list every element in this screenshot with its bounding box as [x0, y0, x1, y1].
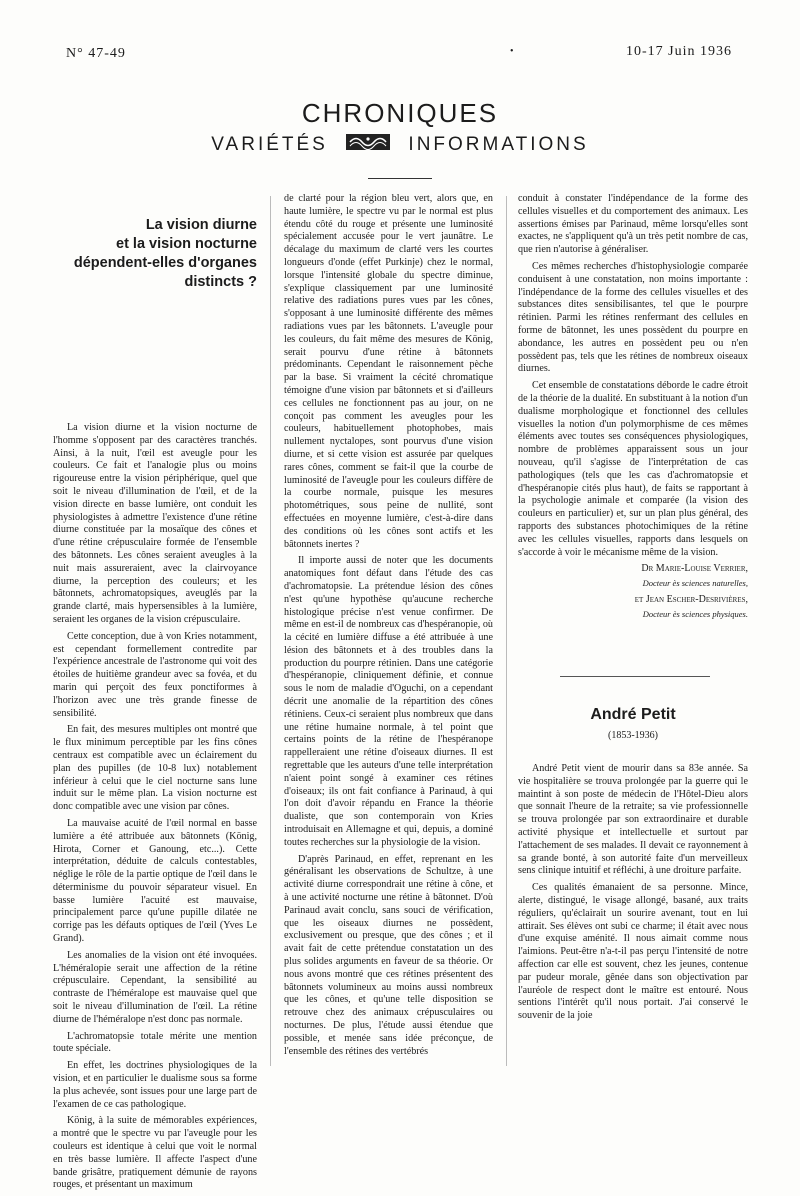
paragraph: En fait, des mesures multiples ont montré que le flux minimum perceptible par les fins cônes centraux est compatible avec un éclairement du plan des pupilles (de 10-8 lux) notablement inférieur à celui que le ciel nocturne sans lune induit sur le même plan. La vision nocturne est donc compatible avec une vision par cônes. [53, 724, 257, 813]
author-title: Docteur ès sciences naturelles, [642, 578, 748, 589]
article-title-line: dépendent-elles d'organes [73, 255, 257, 271]
decorative-ornament-icon [346, 132, 390, 158]
paragraph: Ces mêmes recherches d'histophysiologie comparée conduisent à une constatation, non moins importante : l'indépendance de la forme des cellules visuelles et des substances dites sensibilisantes, tel que le pourpre rétinien. Parmi les rétines renfermant des cellules en forme de bâtonnet, les unes possèdent du pourpre en abondance, les autres en possèdent peu ou n'en possèdent pas, tels que les rétines de nombreux oiseaux diurnes. [518, 260, 748, 375]
paragraph: L'achromatopsie totale mérite une mention toute spéciale. [53, 1030, 257, 1055]
column-rule-2 [506, 196, 507, 1066]
article-column-2 [284, 193, 493, 1062]
paragraph: Les anomalies de la vision ont été invoquées. L'héméralopie serait une affection de la rétine crépusculaire. Cependant, la sensibilité au contraste de l'héméralope est mauvaise quel que soit le niveau d'illumination de l'œil. La rétine diurne de l'héméralope n'est donc pas normale. [53, 949, 257, 1025]
article-title-line: La vision diurne [145, 217, 257, 233]
issue-date: 10-17 Juin 1936 [626, 44, 732, 59]
masthead-left-word: VARIÉTÉS [211, 134, 328, 156]
paragraph: de clarté pour la région bleu vert, alors que, en haute lumière, le spectre vu par le normal est plus étendu côté du rouge et présente une luminosité spécialement accusée pour le vert jaunâtre. Le décalage du maximum de clarté vers les courtes longueurs d'onde (effet Purkinje) chez le normal, lorsque l'intensité globale du spectre diminue, s'explique classiquement par une luminosité relative des radiations pures vues par les cônes, s'opposant à une luminosité différente des mêmes radiations vues par les bâtonnets. L'aveugle pour les couleurs, du fait même des mesures de König, serait pourvu d'une rétine à bâtonnets prédominants. Cependant le raisonnement pèche par la base. Si vraiment la cécité chromatique témoigne d'une vision par bâtonnets et si d'ailleurs ces cellules ne fonctionnent pas au jour, on ne conçoit pas comment les aveugles pour les couleurs, habituellement photophobes, mais nullement nyctalopes, sont pourvus d'une vision diurne, et si cette vision est assurée par quelques rares cônes, comment se fait-il que la courbe de luminosité de l'aveugle pour les couleurs diffère de la courbe normale, puisque les mesures photométriques, sous peine de nullité, sont effectuées en moyenne lumière, c'est-à-dire dans des conditions où les cônes sont actifs et les bâtonnets inertes ? [284, 193, 493, 550]
paragraph: André Petit vient de mourir dans sa 83e année. Sa vie hospitalière se trouva prolongée par la guerre qui le maintint à son poste de médecin de l'Hôtel-Dieu alors que sonnait l'heure de la retraite; sa vie professionnelle se trouva prolongée par son extraordinaire et durable activité physique et intellectuelle et surtout par l'attachement de ses malades. Il devait ce rayonnement à sa grande bonté, à son autorité faite d'un merveilleux sens clinique intuitif et réfléchi, à une droiture parfaite. [518, 763, 748, 877]
masthead-rule [368, 178, 432, 179]
paragraph: En effet, les doctrines physiologiques de la vision, et en particulier le dualisme sous sa forme la plus achevée, sont issues pour une large part de l'examen de ce cas pathologique. [53, 1060, 257, 1110]
author-title: Docteur ès sciences physiques. [642, 608, 748, 619]
article-title-line: distincts ? [184, 274, 257, 290]
paragraph: D'après Parinaud, en effet, reprenant en les généralisant les observations de Schultze, à une activité diurne correspondrait une rétine à cône, et à une activité nocturne une rétine à bâtonnet. D'où Parinaud avait conclu, sans souci de vérification, que les oiseaux diurnes ne possèdent, exclusivement ou presque, que des cônes ; et il avait fait de cette prétendue constatation un des plus solides arguments en faveur de sa théorie. Or nous avons montré que ces rétines présentent des bâtonnets volumineux au moins aussi nombreux que les cônes, et qu'une telle disposition se retrouve chez des animaux crépusculaires ou nocturnes. De plus, l'étude aussi étendue que possible, et menée sans idée préconçue, de l'ensemble des rétines des vertébrés [284, 853, 493, 1057]
masthead-title: CHRONIQUES [301, 98, 499, 128]
paragraph: La vision diurne et la vision nocturne de l'homme s'opposent par des caractères tranchés. Ainsi, à la nuit, l'œil est aveugle pour les couleurs. Ce fait et l'analogie plus ou moins rigoureuse entre la vision périphérique, quel que soit le niveau d'illumination de l'œil, et de la vision directe en basse lumière, ont conduit les physiologistes à admettre l'existence d'une rétine diurne constituée par la mosaïque des cônes et d'une rétine crépusculaire formée de l'ensemble des bâtonnets. Les cônes seraient aveugles à la nuit mais assureraient, avec la clairvoyance diurne, la perception des couleurs; et les bâtonnets, achromatopsiques, aveuglés par la grande clarté, mais hypersensibles à la lumière, seraient les organes de la vision crépusculaire. [53, 422, 257, 625]
author-signature: Dr Marie-Louise Verrier, [641, 563, 748, 575]
paragraph: La mauvaise acuité de l'œil normal en basse lumière a été attribuée aux bâtonnets (König, Hirota, Corner et Ganoung, etc...). Cette interprétation, déduite de calculs contestables, néglige le rôle de la partie optique de l'œil dans le déterminisme du pouvoir séparateur visuel. En basse lumière l'acuité est mauvaise, principalement parce qu'une pupille dilatée ne corrige pas les défauts optiques de l'œil (Yves Le Grand). [53, 817, 257, 945]
section-separator [560, 676, 710, 677]
article-title-line: et la vision nocturne [116, 236, 257, 252]
paragraph: conduit à constater l'indépendance de la forme des cellules visuelles et du comportement des animaux. Les assertions émises par Parinaud, même lorsqu'elles sont exactes, ne s'appliquent qu'à un très petit nombre de cas, que rien n'autorise à généraliser. [518, 193, 748, 256]
paragraph: Cette conception, due à von Kries notamment, est cependant formellement contredite par l'expérience ancestrale de l'astronome qui voit des étoiles de huitième grandeur avec sa fovéa, et du marin qui perçoit des feux ponctiformes à l'horizon avec une très grande finesse de sensibilité. [53, 630, 257, 719]
paragraph: Ces qualités émanaient de sa personne. Mince, alerte, distingué, le visage allongé, basané, aux traits réguliers, qu'éclairait un sourire avenant, tout en lui attirait. Ses élèves ont subi ce charme; il était avec nous d'une exquise aménité. Il nous aimait comme nous l'aimions. Peut-être n'a-t-il pas perçu l'intensité de notre affection car elle est souvent, chez les jeunes, contenue par pudeur morale, gênée dans son objectivation par l'auréole de respect dont le maître est entouré. Nous sentions l'intérêt qu'il nous portait. J'ai conservé le souvenir de la joie [518, 882, 748, 1022]
page-mark: • [510, 46, 514, 57]
paragraph: Il importe aussi de noter que les documents anatomiques font défaut dans l'étude des cas d'achromatopsie. La prétendue lésion des cônes n'est qu'une hypothèse qu'aucune recherche histologique précise n'est venue confirmer. De même en est-il de nombreux cas d'hespéranopie, où la cécité en lumière diffuse a été attribuée à une lésion des bâtonnets et à des troubles dans la production du pourpre rétinien. Dans une catégorie d'hespéranopie, cliniquement définie, et connue sous le nom de maladie d'Oguchi, on a cependant décrit une anomalie de la répartition des cônes rétiniens. Ceux-ci seraient plus nombreux que dans une rétine humaine normale, à tel point que certains points de la rétine de l'hespéranope rappelleraient une rétine d'oiseaux diurnes. Il est regrettable que les auteurs d'une telle interprétation n'aient point songé à examiner ces rétines d'oiseaux; ils ont fait confiance à Parinaud, à qui l'on doit d'avoir répandu en France la théorie dualiste, que son contemporain von Kries introduisait en Allemagne et qui, depuis, a dominé toutes recherches sur la physiologie de la vision. [284, 555, 493, 848]
author-signature: et Jean Escher-Desrivières, [634, 593, 748, 605]
article-column-1 [53, 422, 257, 1196]
masthead-right-word: INFORMATIONS [408, 134, 589, 156]
article-title [53, 216, 257, 292]
issue-number: N° 47-49 [66, 46, 126, 61]
paragraph: König, à la suite de mémorables expériences, a montré que le spectre vu par l'aveugle pour les couleurs est identique à celui que voit le normal en très basse lumière. Il affecte l'aspect d'une bande grisâtre, pratiquement démunie de rayons rouges, et présentant un maximum [53, 1115, 257, 1191]
article-column-3 [518, 193, 748, 625]
obituary-dates: (1853-1936) [608, 730, 658, 741]
obituary-column [518, 763, 748, 1027]
column-rule-1 [270, 196, 271, 1066]
paragraph: Cet ensemble de constatations déborde le cadre étroit de la théorie de la dualité. En substituant à la notion d'un dualisme morphologique et fonctionnel des cellules visuelles la notion d'un polymorphisme de ces mêmes éléments avec toutes ses conséquences physiologiques, nombre de problèmes apparaissent sous un jour nouveau, qu'il s'agisse de l'interprétation de cas pathologiques (tels que les cas d'achromatopsie et d'hespéranopie cités plus haut), de faits se rapportant à la psychologie animale et comparée (la vision des couleurs en particulier) et, sur un plan plus général, des rapports des substances photochimiques de la rétine avec les cellules visuelles, rapports dans lesquels on s'accorde à voir le mécanisme même de la vision. [518, 380, 748, 558]
masthead-subtitle [0, 132, 800, 158]
obituary-title: André Petit [590, 706, 676, 723]
